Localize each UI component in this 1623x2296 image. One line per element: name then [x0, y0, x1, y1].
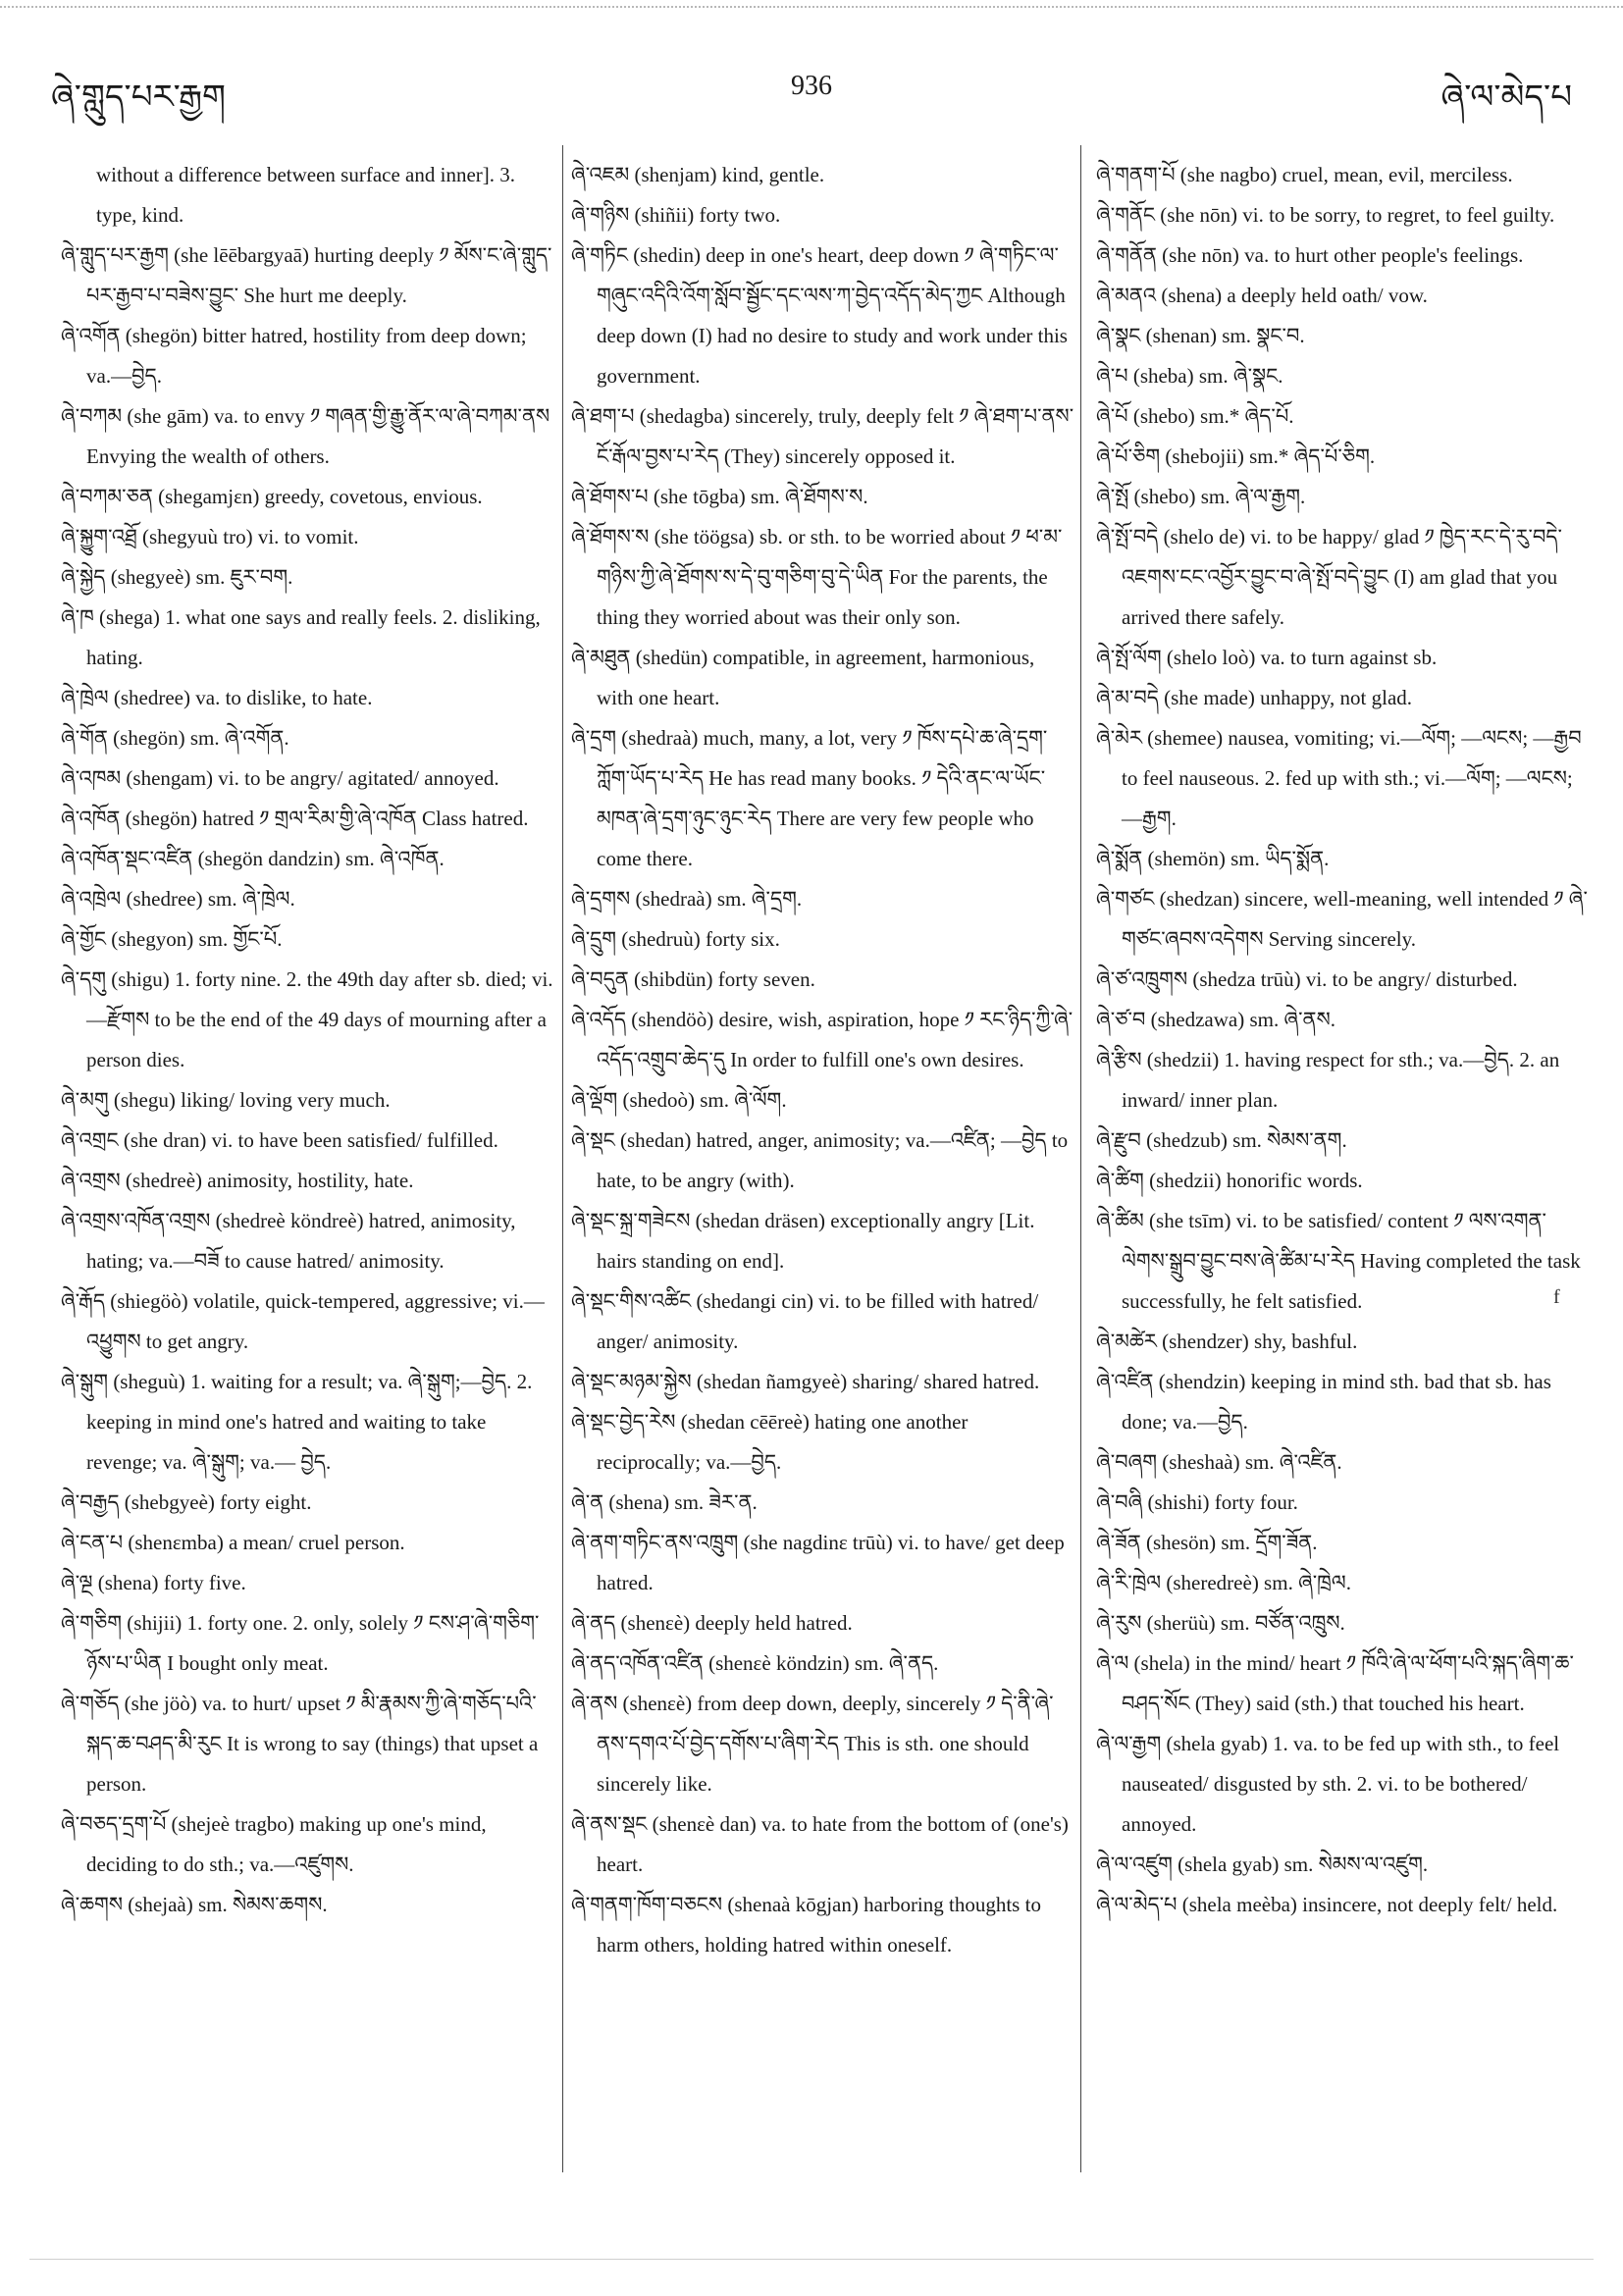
dictionary-entry: ཞེ་འཁོན (shegön) hatred ༡ གྲལ་རིམ་གྱི་ཞེ་འཁོན Class hatred. [61, 807, 529, 830]
column-rule [562, 145, 563, 2172]
dictionary-entry: ཞེ་ན (shena) sm. ཟེར་ན. [571, 1490, 758, 1514]
dictionary-entry: ཞེ་གནག་ཁོག་བཅངས (shenaà kōgjan) harboring thoughts to harm others, holding hatred within oneself. [571, 1893, 1041, 1957]
dictionary-entry: ཞེ་ཟོན (shesön) sm. དྲོག་ཟོན. [1096, 1531, 1318, 1554]
dictionary-entry: ཞེ་རི་ཁྲེལ (sheredreè) sm. ཞེ་ཁྲེལ. [1096, 1571, 1351, 1594]
dictionary-entry: ཞེ་ལྡོག (shedoò) sm. ཞེ་ལོག. [571, 1088, 787, 1112]
dictionary-entry: ཞེ་པོ་ཅིག (shebojii) sm.* ཞེད་པོ་ཅིག. [1096, 444, 1376, 468]
page-number: 936 [791, 71, 832, 101]
dictionary-entry: ཞེ་སྡང་གིས་འཚིང (shedangi cin) vi. to be filled with hatred/ anger/ animosity. [571, 1289, 1039, 1353]
dictionary-entry: ཞེ་འཛིན (shendzin) keeping in mind sth. bad that sb. has done; va.—བྱེད. [1096, 1370, 1551, 1434]
dictionary-entry: ཞེ་སྨོན (shemön) sm. ཡིད་སྨོན. [1096, 847, 1330, 870]
dictionary-column-1 [61, 155, 553, 2196]
page-top-edge [0, 6, 1623, 8]
dictionary-entry: ཞེ་དྲགས (shedraà) sm. ཞེ་དྲག. [571, 887, 803, 911]
dictionary-entry: ཞེ་འགྲས (shedreè) animosity, hostility, hate. [61, 1169, 414, 1192]
dictionary-entry: ཞེ་བརྒྱད (shebgyeè) forty eight. [61, 1490, 312, 1514]
dictionary-entry: ཞེ་གནོན (she nōn) va. to hurt other people's feelings. [1096, 243, 1524, 267]
dictionary-entry: ཞེ་ཙ་བ (shedzawa) sm. ཞེ་ནས. [1096, 1008, 1335, 1031]
dictionary-entry: ཞེ་མགུ (shegu) liking/ loving very much. [61, 1088, 391, 1112]
dictionary-entry: ཞེ་ལྔ (shena) forty five. [61, 1571, 246, 1594]
running-head-left: ཞེ་གླུད་པར་རྒྱག [51, 79, 226, 116]
dictionary-entry: ཞེ་སྣང (shenan) sm. སྣང་བ. [1096, 324, 1305, 347]
dictionary-entry: ཞེ་ཐོགས་པ (she tōgba) sm. ཞེ་ཐོགས་ས. [571, 485, 868, 508]
dictionary-entry: ཞེ་རྒོད (shiegöò) volatile, quick-tempered, aggressive; vi.—འཕྱུགས to get angry. [61, 1289, 545, 1353]
dictionary-entry: ཞེ་ནག་གཏིང་ནས་འཁྲུག (she nagdinɛ trūù) vi. to have/ get deep hatred. [571, 1531, 1065, 1594]
dictionary-entry: without a difference between surface and inner]. 3. type, kind. [96, 163, 516, 227]
dictionary-entry: ཞེ་དགུ (shigu) 1. forty nine. 2. the 49th day after sb. died; vi.—རྫོགས to be the end of the 49 days of mourning after a person dies. [61, 967, 553, 1071]
dictionary-entry: ཞེ་སྡང་མཉམ་སྐྱེས (shedan ñamgyeè) sharing/ shared hatred. [571, 1370, 1040, 1393]
dictionary-entry: ཞེ་གཏིང (shedin) deep in one's heart, deep down ༡ ཞེ་གཏིང་ལ་གཞུང་འདིའི་འོག་སློབ་སྦྱོང་དང་ལས་ཀ་བྱེད་འདོད་མེད་ཀྱང Although deep down (I) had no desire to study and work under this government. [571, 243, 1068, 388]
dictionary-entry: ཞེ་སྐྱེད (shegyeè) sm. ཇུར་བག. [61, 565, 293, 589]
dictionary-entry: ཞེ་ཚིམ (she tsīm) vi. to be satisfied/ content ༡ ལས་འགན་ལེགས་སྒྲུབ་བྱུང་བས་ཞེ་ཚིམ་པ་རེད Having completed the task successfully, he felt satisfied. [1096, 1209, 1581, 1313]
dictionary-entry: ཞེ་རྩིས (shedzii) 1. having respect for sth.; va.—བྱེད. 2. an inward/ inner plan. [1096, 1048, 1560, 1112]
dictionary-entry: ཞེ་ལ (shela) in the mind/ heart ༡ ཁོའི་ཞེ་ལ་ཕོག་པའི་སྐད་ཞིག་ཆ་བཤད་སོང (They) said (sth.) that touched his heart. [1096, 1651, 1574, 1715]
dictionary-entry: ཞེ་སྤོ་ལོག (shelo loò) va. to turn against sb. [1096, 646, 1438, 669]
dictionary-entry: ཞེ་སྒུག (sheguù) 1. waiting for a result; va. ཞེ་སྒུག;—བྱེད. 2. keeping in mind one's hatred and waiting to take revenge; va. ཞེ་སྒུག; va.— བྱེད. [61, 1370, 533, 1474]
dictionary-entry: ཞེ་གྱོང (shegyon) sm. གྱོང་པོ. [61, 927, 283, 951]
dictionary-entry: ཞེ་ཚིག (shedzii) honorific words. [1096, 1169, 1363, 1192]
dictionary-entry: ཞེ་རྫུབ (shedzub) sm. སེམས་ནག. [1096, 1128, 1347, 1152]
dictionary-entry: ཞེ་གཅིག (shijii) 1. forty one. 2. only, solely ༡ ངས་ཤ་ཞེ་གཅིག་ཉོས་པ་ཡིན I bought only meat. [61, 1611, 540, 1675]
page-bottom-edge [29, 2259, 1594, 2260]
dictionary-entry: ཞེ་ཐག་པ (shedagba) sincerely, truly, deeply felt ༡ ཞེ་ཐག་པ་ནས་ངོ་རྒོལ་བྱས་པ་རེད (They) sincerely opposed it. [571, 404, 1074, 468]
dictionary-entry: ཞེ་དྲག (shedraà) much, many, a lot, very ༡ ཁོས་དཔེ་ཆ་ཞེ་དྲག་ཀློག་ཡོད་པ་རེད He has read many books. ༡ དེའི་ནང་ལ་ཡོང་མཁན་ཞེ་དྲག་ཉུང་ཉུང་རེད There are very few people who come there. [571, 726, 1048, 870]
dictionary-entry: ཞེ་ཐོགས་ས (she töögsa) sb. or sth. to be worried about ༡ ཕ་མ་གཉིས་ཀྱི་ཞེ་ཐོགས་ས་དེ་བུ་གཅིག་བུ་དེ་ཡིན For the parents, the thing they worried about was their only son. [571, 525, 1063, 629]
dictionary-entry: ཞེ་འགྲང (she dran) vi. to have been satisfied/ fulfilled. [61, 1128, 498, 1152]
dictionary-entry: ཞེ་མེར (shemee) nausea, vomiting; vi.—ལོག; —ལངས; —རྒྱབ to feel nauseous. 2. fed up with sth.; vi.—ལོག; —ལངས; —རྒྱག. [1096, 726, 1582, 830]
dictionary-entry: ཞེ་སྡང་སྐྲ་གཟེངས (shedan dräsen) exceptionally angry [Lit. hairs standing on end]. [571, 1209, 1035, 1273]
dictionary-entry: ཞེ་འཁོན་སྡང་འཛིན (shegön dandzin) sm. ཞེ་འཁོན. [61, 847, 445, 870]
dictionary-column-2 [571, 155, 1075, 2196]
dictionary-entry: ཞེ་སྡང (shedan) hatred, anger, animosity; va.—འཛིན; —བྱེད to hate, to be angry (with). [571, 1128, 1069, 1192]
dictionary-entry: ཞེ་བཀམ་ཅན (shegamjɛn) greedy, covetous, envious. [61, 485, 483, 508]
dictionary-entry: ཞེ་དྲུག (shedruù) forty six. [571, 927, 780, 951]
dictionary-entry: ཞེ་ཁ (shega) 1. what one says and really feels. 2. disliking, hating. [61, 605, 541, 669]
dictionary-entry: ཞེ་ལ་འཛུག (shela gyab) sm. སེམས་ལ་འཛུག. [1096, 1852, 1429, 1876]
dictionary-entry: ཞེ་འགྲས་འཁོན་འགྲས (shedreè köndreè) hatred, animosity, hating; va.—བཟོ to cause hatred/ animosity. [61, 1209, 516, 1273]
dictionary-entry: ཞེ་འཁམ (shengam) vi. to be angry/ agitated/ annoyed. [61, 766, 499, 790]
dictionary-entry: ཞེ་འདོད (shendöò) desire, wish, aspiration, hope ༡ རང་ཉིད་ཀྱི་ཞེ་འདོད་འགྲུབ་ཆེད་དུ In order to fulfill one's own desires. [571, 1008, 1073, 1071]
dictionary-entry: ཞེ་འཁྲེལ (shedree) sm. ཞེ་ཁྲེལ. [61, 887, 295, 911]
dictionary-entry: ཞེ་གནག་པོ (she nagbo) cruel, mean, evil, merciless. [1096, 163, 1513, 186]
dictionary-entry: ཞེ་ལ་རྒྱག (shela gyab) 1. va. to be fed up with sth., to feel nauseated/ disgusted by sth. 2. vi. to be bothered/ annoyed. [1096, 1732, 1560, 1836]
dictionary-entry: ཞེ་བཞི (shishi) forty four. [1096, 1490, 1298, 1514]
dictionary-entry: ཞེ་འགོན (shegön) bitter hatred, hostility from deep down; va.—བྱེད. [61, 324, 527, 388]
dictionary-entry: ཞེ་བཀམ (she gām) va. to envy ༡ གཞན་གྱི་རྒྱུ་ནོར་ལ་ཞེ་བཀམ་ནས Envying the wealth of others. [61, 404, 550, 468]
dictionary-entry: ཞེ་གཙང (shedzan) sincere, well-meaning, well intended ༡ ཞེ་གཙང་ཞབས་འདེགས Serving sincerely. [1096, 887, 1588, 951]
dictionary-entry: ཞེ་བཞག (sheshaà) sm. ཞེ་འཛིན. [1096, 1450, 1342, 1474]
dictionary-entry: ཞེ་བཅད་དྲག་པོ (shejeè tragbo) making up one's mind, deciding to do sth.; va.—འཛུགས. [61, 1812, 487, 1876]
dictionary-entry: ཞེ་འཇམ (shenjam) kind, gentle. [571, 163, 825, 186]
dictionary-entry: ཞེ་ནས་སྡང (shenɛè dan) va. to hate from the bottom of (one's) heart. [571, 1812, 1069, 1876]
dictionary-entry: ཞེ་རུས (sherüù) sm. བཙོན་འཁྲུས. [1096, 1611, 1345, 1635]
dictionary-entry: ཞེ་གནོང (she nōn) vi. to be sorry, to regret, to feel guilty. [1096, 203, 1555, 227]
dictionary-entry: ཞེ་གོན (shegön) sm. ཞེ་འགོན. [61, 726, 289, 750]
dictionary-entry: ཞེ་བདུན (shibdün) forty seven. [571, 967, 815, 991]
dictionary-entry: ཞེ་སྐྱུག་འཐྲོ (shegyuù tro) vi. to vomit. [61, 525, 359, 548]
dictionary-entry: ཞེ་སྤོ་བདེ (shelo de) vi. to be happy/ glad ༡ ཁྱེད་རང་དེ་རུ་བདེ་འཇགས་ངང་འབྱོར་བྱུང་བ་ཞེ་སྤོ་བདེ་བྱུང (I) am glad that you arrived there safely. [1096, 525, 1562, 629]
dictionary-entry: ཞེ་གཅོད (she jöò) va. to hurt/ upset ༡ མི་རྣམས་ཀྱི་ཞེ་གཅོད་པའི་སྐད་ཆ་བཤད་མི་རུང It is wrong to say (things) that upset a person. [61, 1692, 539, 1796]
dictionary-entry: ཞེ་པོ (shebo) sm.* ཞེད་པོ. [1096, 404, 1294, 428]
dictionary-entry: ཞེ་གཉིས (shiñii) forty two. [571, 203, 781, 227]
dictionary-entry: ཞེ་སྤོ (shebo) sm. ཞེ་ལ་རྒྱག. [1096, 485, 1306, 508]
dictionary-column-3 [1096, 155, 1592, 2196]
dictionary-entry: ཞེ་པ (sheba) sm. ཞེ་སྣང. [1096, 364, 1283, 388]
dictionary-entry: ཞེ་ནས (shenɛè) from deep down, deeply, sincerely ༡ དེ་ནི་ཞེ་ནས་དགའ་པོ་བྱེད་དགོས་པ་ཞིག་རེད This is sth. one should sincerely like. [571, 1692, 1054, 1796]
dictionary-entry: ཞེ་ནད་འཁོན་འཛིན (shenɛè köndzin) sm. ཞེ་ནད. [571, 1651, 939, 1675]
column-rule [1080, 145, 1081, 2172]
dictionary-entry: ཞེ་མ་བདེ (she made) unhappy, not glad. [1096, 686, 1413, 709]
dictionary-entry: ཞེ་ཆགས (shejaà) sm. སེམས་ཆགས. [61, 1893, 328, 1916]
dictionary-entry: ཞེ་ཙ་འཁྲུགས (shedza trūù) vi. to be angry/ disturbed. [1096, 967, 1518, 991]
dictionary-entry: ཞེ་སྡང་བྱེད་རེས (shedan cēēreè) hating one another reciprocally; va.—བྱེད. [571, 1410, 969, 1474]
dictionary-entry: ཞེ་ཁྲེལ (shedree) va. to dislike, to hate. [61, 686, 373, 709]
dictionary-entry: ཞེ་མནའ (shena) a deeply held oath/ vow. [1096, 284, 1428, 307]
dictionary-entry: ཞེ་ལ་མེད་པ (shela meèba) insincere, not deeply felt/ held. [1096, 1893, 1558, 1916]
margin-mark: f [1553, 1286, 1560, 1308]
dictionary-entry: ཞེ་གླུད་པར་རྒྱག (she lēēbargyaā) hurting deeply ༡ མོས་ང་ཞེ་གླུད་པར་རྒྱབ་པ་བཟེས་བྱུང་ She hurt me deeply. [61, 243, 552, 307]
dictionary-entry: ཞེ་མཐུན (shedün) compatible, in agreement, harmonious, with one heart. [571, 646, 1035, 709]
running-head-right: ཞེ་ལ་མེད་པ [1440, 79, 1572, 116]
dictionary-entry: ཞེ་མཚེར (shendzer) shy, bashful. [1096, 1330, 1358, 1353]
dictionary-entry: ཞེ་ནད (shenɛè) deeply held hatred. [571, 1611, 853, 1635]
dictionary-entry: ཞེ་ངན་པ (shenɛmba) a mean/ cruel person. [61, 1531, 405, 1554]
